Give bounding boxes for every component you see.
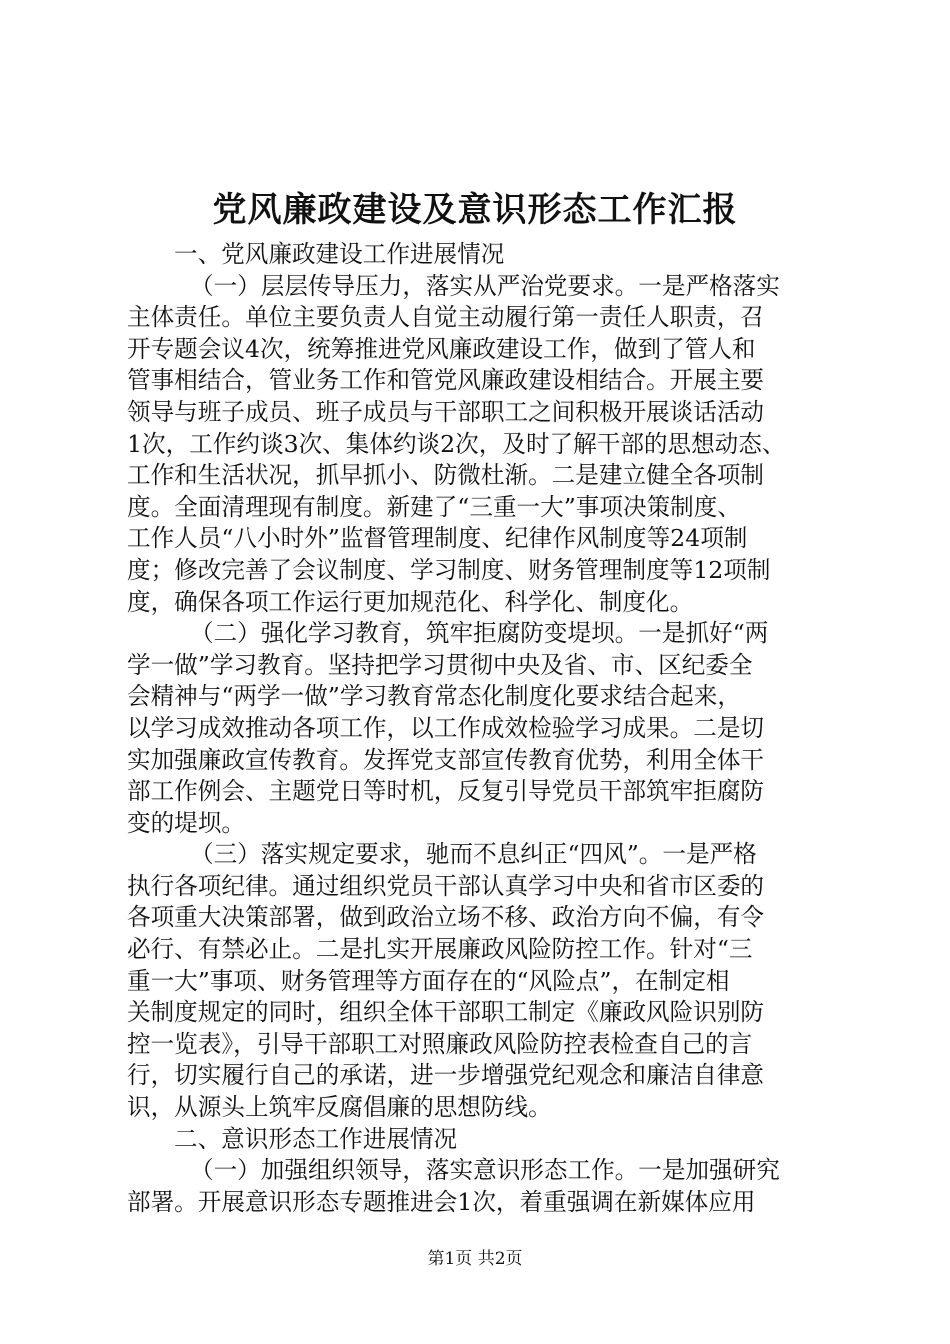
text-line: 度；修改完善了会议制度、学习制度、财务管理制度等12项制 <box>127 555 771 584</box>
document-body <box>127 239 827 1218</box>
text-line: 二、意识形态工作进展情况 <box>174 1124 458 1153</box>
text-line: 管事相结合，管业务工作和管党风廉政建设相结合。开展主要 <box>127 366 765 395</box>
text-line: 实加强廉政宣传教育。发挥党支部宣传教育优势，利用全体干 <box>127 745 765 774</box>
text-line: （一）加强组织领导，落实意识形态工作。一是加强研究 <box>190 1156 780 1185</box>
text-line: 控一览表》，引导干部职工对照廉政风险防控表检查自己的言 <box>127 1029 753 1058</box>
text-line: 学一做”学习教育。坚持把学习贯彻中央及省、市、区纪委全 <box>127 650 753 679</box>
text-line: 部工作例会、主题党日等时机，反复引导党员干部筑牢拒腐防 <box>127 777 765 806</box>
text-line: （二）强化学习教育，筑牢拒腐防变堤坝。一是抓好“两 <box>190 619 769 648</box>
text-line: （一）层层传导压力，落实从严治党要求。一是严格落实 <box>190 271 780 300</box>
text-line: （三）落实规定要求，驰而不息纠正“四风”。一是严格 <box>190 840 757 869</box>
text-line: 一、党风廉政建设工作进展情况 <box>174 240 505 268</box>
text-line: 执行各项纪律。通过组织党员干部认真学习中央和省市区委的 <box>127 871 765 900</box>
text-line: 重一大”事项、财务管理等方面存在的“风险点”，在制定相 <box>127 966 730 995</box>
text-line: 度。全面清理现有制度。新建了“三重一大”事项决策制度、 <box>127 492 741 521</box>
text-line: 1次，工作约谈3次、集体约谈2次，及时了解干部的思想动态、 <box>127 429 786 458</box>
page-footer: 第1页 共2页 <box>427 1249 523 1269</box>
text-line: 工作和生活状况，抓早抓小、防微杜渐。二是建立健全各项制 <box>127 461 765 490</box>
text-line: 度，确保各项工作运行更加规范化、科学化、制度化。 <box>127 587 694 616</box>
text-line: 以学习成效推动各项工作，以工作成效检验学习成果。二是切 <box>127 713 765 742</box>
text-line: 识，从源头上筑牢反腐倡廉的思想防线。 <box>127 1093 552 1122</box>
text-line: 部署。开展意识形态专题推进会1次，着重强调在新媒体应用 <box>127 1187 756 1216</box>
document-title: 党风廉政建设及意识形态工作汇报 <box>212 190 738 230</box>
text-line: 变的堤坝。 <box>127 808 245 837</box>
text-line: 关制度规定的同时，组织全体干部职工制定《廉政风险识别防 <box>127 998 765 1027</box>
text-line: 各项重大决策部署，做到政治立场不移、政治方向不偏，有令 <box>127 903 765 932</box>
text-line: 工作人员“八小时外”监督管理制度、纪律作风制度等24项制 <box>127 524 748 553</box>
text-line: 必行、有禁必止。二是扎实开展廉政风险防控工作。针对“三 <box>127 935 753 964</box>
text-line: 会精神与“两学一做”学习教育常态化制度化要求结合起来， <box>127 682 741 711</box>
text-line: 开专题会议4次，统筹推进党风廉政建设工作，做到了管人和 <box>127 334 756 363</box>
text-line: 行，切实履行自己的承诺，进一步增强党纪观念和廉洁自律意 <box>127 1061 765 1090</box>
text-line: 主体责任。单位主要负责人自觉主动履行第一责任人职责，召 <box>127 303 765 332</box>
text-line: 领导与班子成员、班子成员与干部职工之间积极开展谈话活动 <box>127 397 765 426</box>
